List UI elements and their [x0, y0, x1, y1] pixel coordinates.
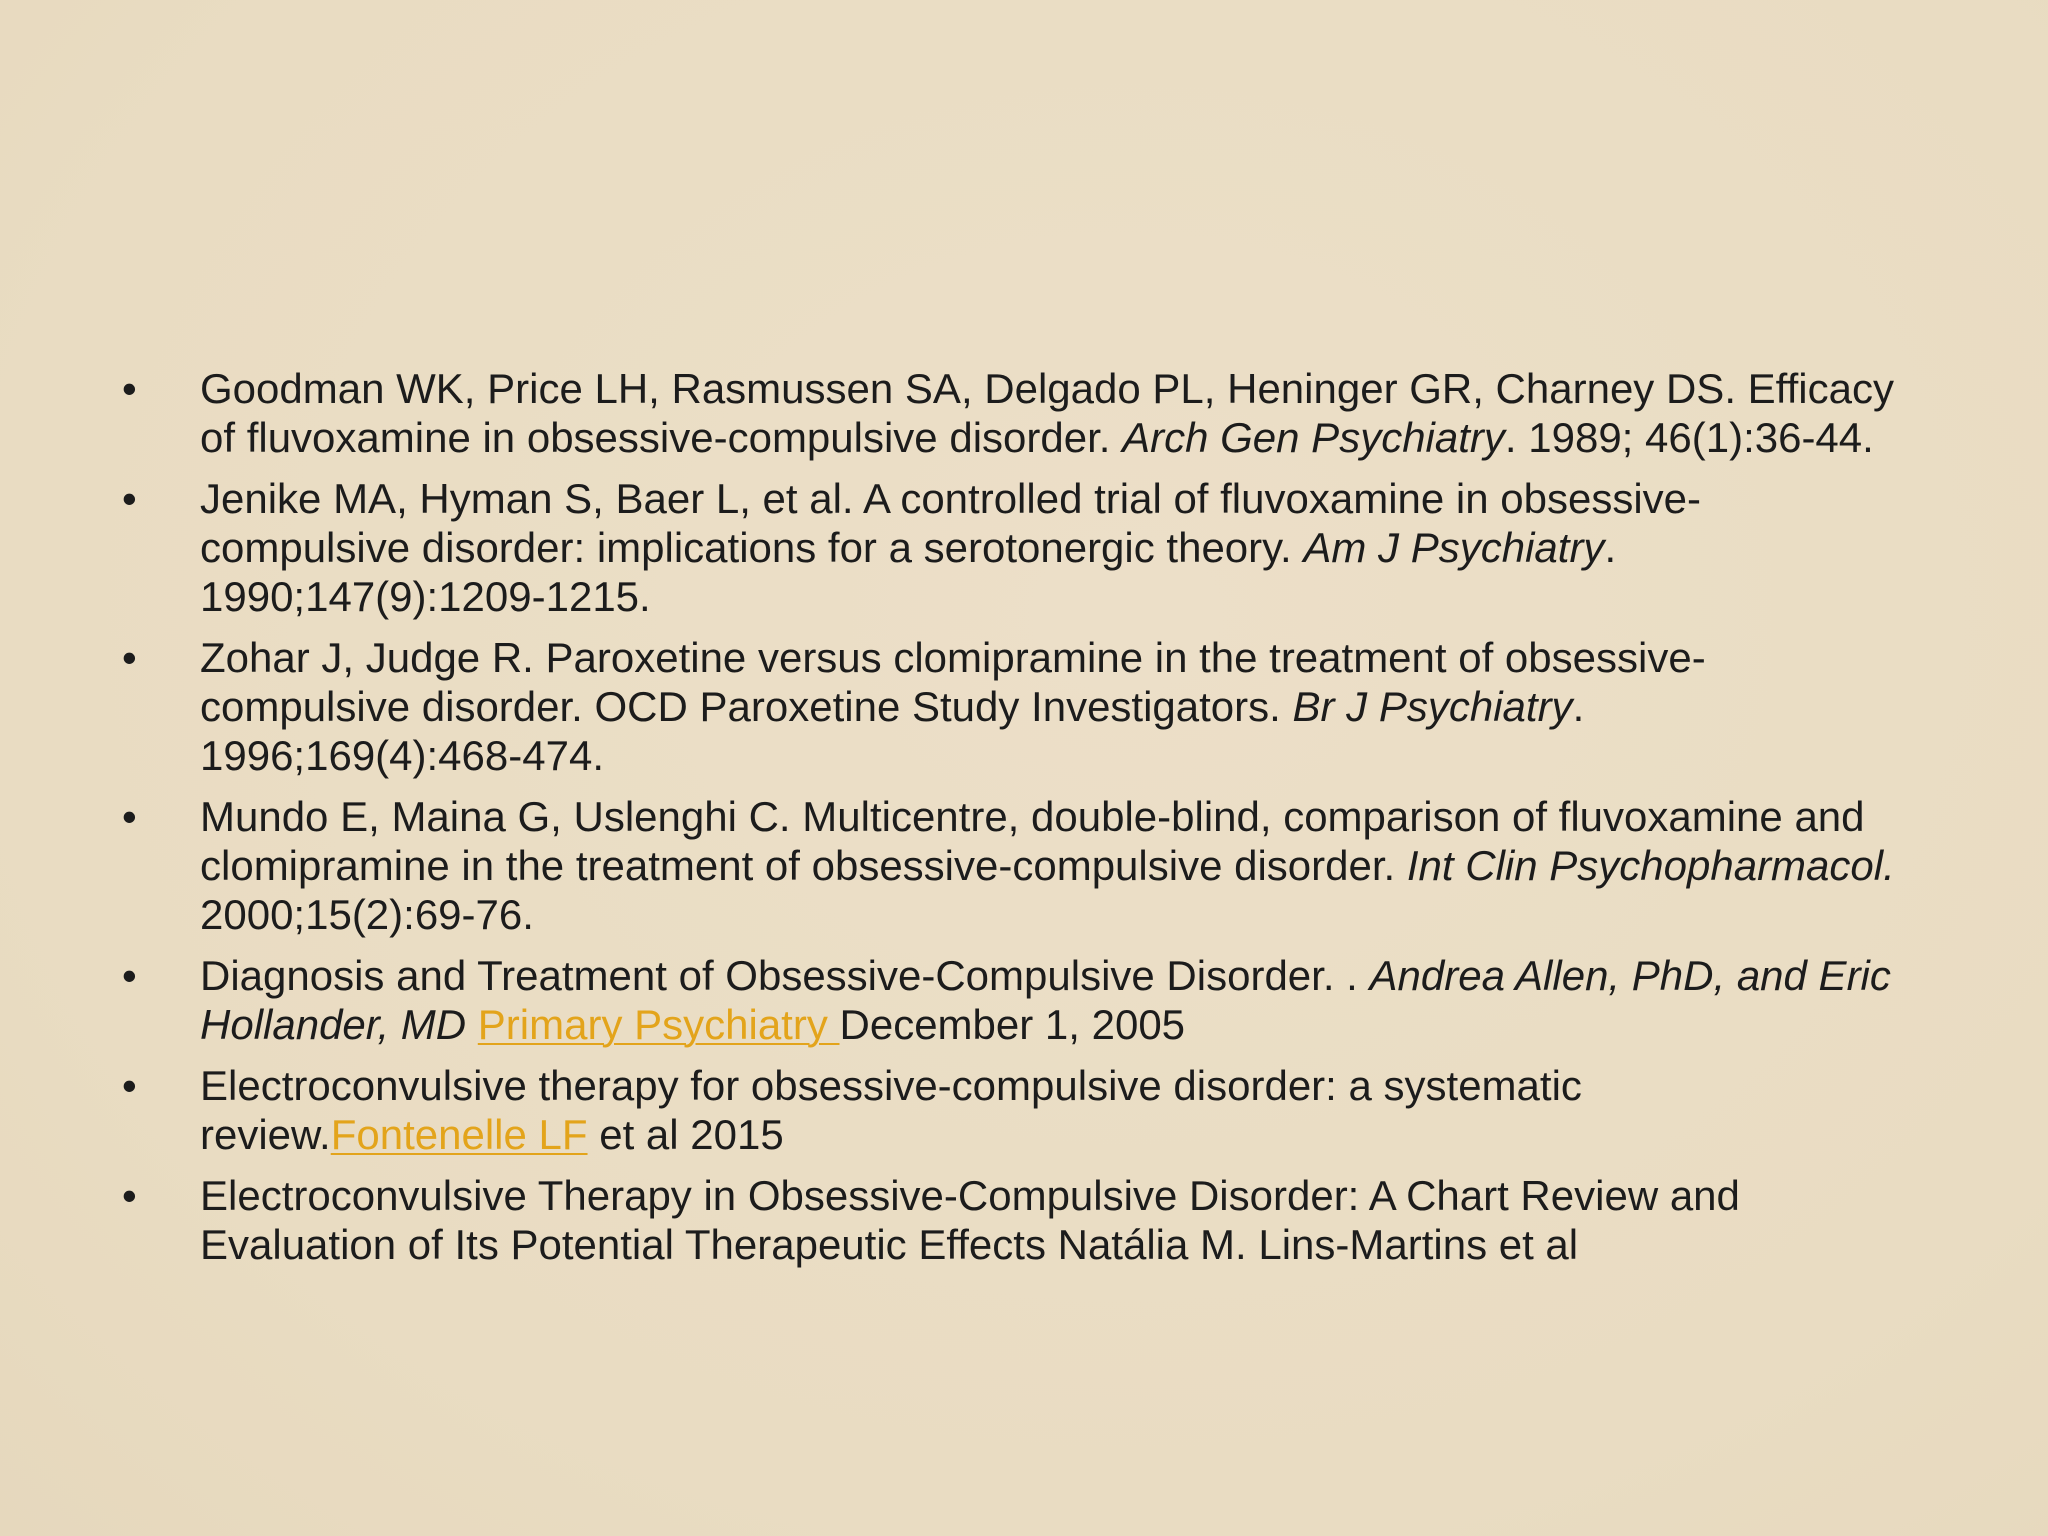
reference-item-mundo — [122, 792, 1902, 939]
bullet-icon: • — [122, 952, 137, 999]
reference-item-ect-chart-review — [122, 1171, 1902, 1269]
bullet-icon: • — [122, 793, 137, 840]
reference-date: December 1, 2005 — [839, 1001, 1186, 1048]
reference-text: Electroconvulsive therapy for obsessive-compulsive disorder: a systematic review. — [200, 1062, 1582, 1158]
journal-name: Int Clin Psychopharmacol. — [1406, 842, 1895, 889]
reference-text: Electroconvulsive Therapy in Obsessive-Compulsive Disorder: A Chart Review and Evaluation of Its Potential Therapeutic Effects Natália M. Lins-Martins et al — [200, 1172, 1740, 1268]
reference-citation: . 1990;147(9):1209-1215. — [200, 524, 1617, 620]
bullet-icon: • — [122, 475, 137, 522]
bullet-icon: • — [122, 634, 137, 681]
reference-item-goodman — [122, 364, 1902, 462]
reference-citation: 2000;15(2):69-76. — [200, 891, 534, 938]
reference-list — [122, 364, 1902, 1281]
primary-psychiatry-link[interactable]: Primary Psychiatry — [477, 1001, 840, 1048]
reference-item-zohar — [122, 633, 1902, 780]
reference-item-ect-review — [122, 1061, 1902, 1159]
reference-text: Goodman WK, Price LH, Rasmussen SA, Delgado PL, Heninger GR, Charney DS. Efficacy of fluvoxamine in obsessive-compulsive disorder. — [200, 365, 1894, 461]
reference-text: Jenike MA, Hyman S, Baer L, et al. A controlled trial of fluvoxamine in obsessive-compulsive disorder: implications for a serotonergic theory. — [200, 475, 1702, 571]
bullet-icon: • — [122, 1062, 137, 1109]
journal-name: Am J Psychiatry — [1303, 524, 1605, 571]
reference-citation: et al 2015 — [587, 1111, 784, 1158]
reference-citation: . 1989; 46(1):36-44. — [1504, 414, 1874, 461]
fontenelle-link[interactable]: Fontenelle LF — [330, 1111, 588, 1158]
bullet-icon: • — [122, 365, 137, 412]
reference-text: Mundo E, Maina G, Uslenghi C. Multicentre, double-blind, comparison of fluvoxamine and clomipramine in the treatment of obsessive-compulsive disorder. — [200, 793, 1865, 889]
reference-authors: Andrea Allen, PhD, and Eric Hollander, MD — [200, 952, 1891, 1048]
journal-name: Arch Gen Psychiatry — [1122, 414, 1505, 461]
reference-text: Diagnosis and Treatment of Obsessive-Compulsive Disorder. . — [200, 952, 1370, 999]
reference-text: Zohar J, Judge R. Paroxetine versus clomipramine in the treatment of obsessive-compulsive disorder. OCD Paroxetine Study Investigators. — [200, 634, 1706, 730]
bullet-icon: • — [122, 1172, 137, 1219]
journal-name: Br J Psychiatry — [1292, 683, 1573, 730]
reference-citation: . 1996;169(4):468-474. — [200, 683, 1585, 779]
reference-item-allen — [122, 951, 1902, 1049]
reference-item-jenike — [122, 474, 1902, 621]
